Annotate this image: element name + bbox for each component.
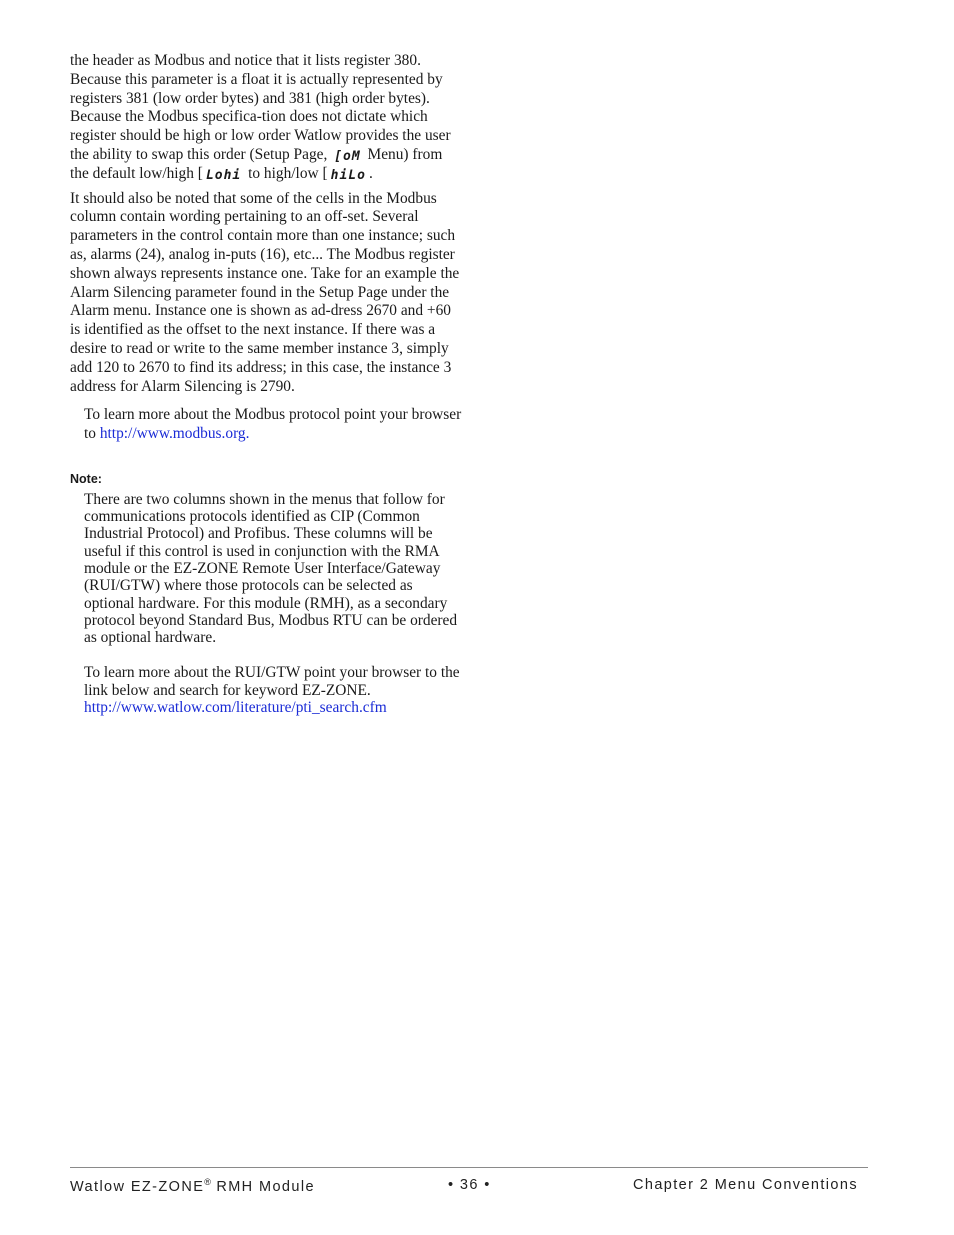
hilo-display-icon: hiLo xyxy=(330,167,366,183)
paragraph-text: Menu) from the default low/high [ xyxy=(70,145,443,182)
note-heading: Note: xyxy=(70,471,102,486)
paragraph-modbus-link xyxy=(84,406,462,444)
note-paragraph-protocols: There are two columns shown in the menus that follow for communications protocols identified as CIP (Common Industrial Protocol) and Profibus. These columns will be useful if this control is used in conjunction with the RMA module or the EZ-ZONE Remote User Interface/Gateway (RUI/GTW) where those protocols can be selected as optional hardware. For this module (RMH), as a secondary protocol beyond Standard Bus, Modbus RTU can be ordered as optional hardware. xyxy=(84,490,458,647)
paragraph-register-order xyxy=(70,52,462,184)
com-menu-display-icon: [oM xyxy=(334,148,361,164)
paragraph-text: to high/low [ xyxy=(244,164,328,182)
lohi-display-icon: Lohi xyxy=(205,167,242,183)
modbus-org-link[interactable]: http://www.modbus.org. xyxy=(99,425,250,443)
paragraph-text: To learn more about the Modbus protocol point your browser to xyxy=(84,406,462,443)
note-link-wrapper xyxy=(84,699,462,716)
footer-chapter-title: Chapter 2 Menu Conventions xyxy=(632,1177,858,1193)
footer-product xyxy=(70,1177,315,1195)
footer-module-name: RMH Module xyxy=(210,1178,315,1195)
main-column xyxy=(70,52,462,716)
paragraph-text: the header as Modbus and notice that it lists register 380. Because this parameter is a float it is actually represented by registers 381 (low order bytes) and 381 (high order bytes). Because the Modbus specifica-tion does not dictate which register should be high or low order Watlow provides the user the ability to swap this order (Setup Page, xyxy=(70,52,451,163)
note-paragraph-rui-gtw: To learn more about the RUI/GTW point your browser to the link below and search for keyword EZ-ZONE. xyxy=(84,664,460,699)
paragraph-offset: It should also be noted that some of the cells in the Modbus column contain wording pertaining to an off-set. Several parameters in the control contain more than one instance; such as, alarms (24), analog in-puts (16), etc... The Modbus register shown always represents instance one. Take for an example the Alarm Silencing parameter found in the Setup Page under the Alarm menu. Instance one is shown as ad-dress 2670 and +60 is identified as the offset to the next instance. If there was a desire to read or write to the same member instance 3, simply add 120 to 2670 to find its address; in this case, the instance 3 address for Alarm Silencing is 2790. xyxy=(70,189,460,395)
watlow-literature-link[interactable]: http://www.watlow.com/literature/pti_search.cfm xyxy=(84,699,387,716)
paragraph-text: . xyxy=(368,164,373,182)
footer-product-name: Watlow EZ-ZONE xyxy=(70,1178,205,1195)
footer-divider xyxy=(70,1167,868,1168)
registered-mark: ® xyxy=(204,1177,211,1187)
page-number: • 36 • xyxy=(448,1177,491,1193)
